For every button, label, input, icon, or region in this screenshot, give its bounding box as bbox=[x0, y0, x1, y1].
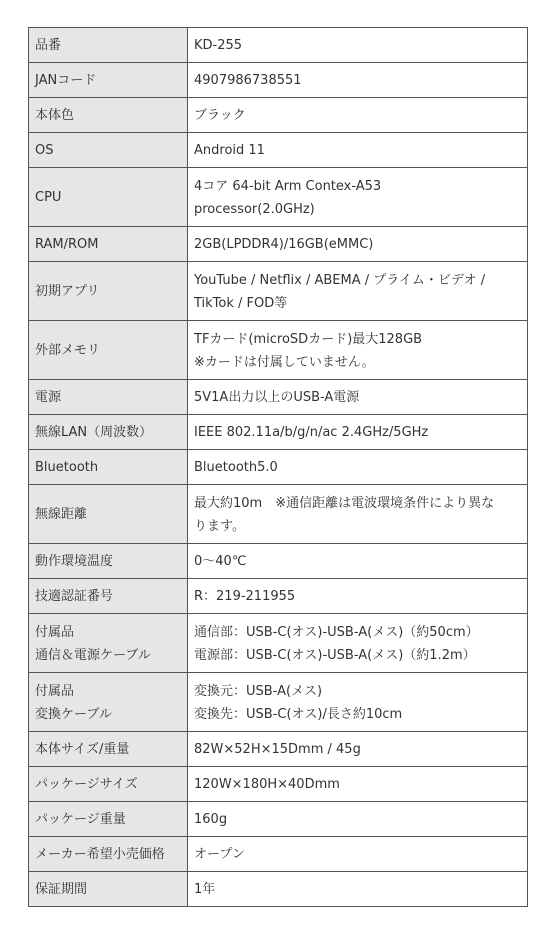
spec-value-cell bbox=[188, 485, 528, 544]
spec-label: 付属品 bbox=[35, 683, 75, 699]
spec-value: 電源部：USB-C(オス)-USB-A(メス)（約1.2m） bbox=[194, 647, 476, 663]
spec-value: 変換元：USB-A(メス) bbox=[194, 683, 323, 699]
spec-value: 通信部：USB-C(オス)-USB-A(メス)（約50cm） bbox=[194, 624, 479, 640]
spec-value: ※カードは付属していません。 bbox=[194, 354, 375, 370]
spec-value-cell bbox=[188, 262, 528, 321]
spec-value: 120W×180H×40Dmm bbox=[194, 777, 340, 792]
spec-label: パッケージ重量 bbox=[35, 812, 126, 827]
spec-row bbox=[29, 767, 528, 802]
spec-row bbox=[29, 28, 528, 63]
spec-value: 4907986738551 bbox=[194, 73, 302, 88]
spec-label-cell bbox=[29, 450, 188, 485]
spec-table bbox=[28, 27, 528, 907]
spec-label: 変換ケーブル bbox=[35, 706, 112, 722]
spec-value-cell bbox=[188, 767, 528, 802]
spec-value-cell bbox=[188, 63, 528, 98]
spec-row bbox=[29, 802, 528, 837]
spec-label-cell bbox=[29, 837, 188, 872]
spec-value: ります。 bbox=[194, 518, 245, 534]
spec-label: 保証期間 bbox=[35, 882, 88, 897]
spec-value-cell bbox=[188, 802, 528, 837]
spec-value-cell bbox=[188, 28, 528, 63]
spec-value: オープン bbox=[194, 847, 245, 862]
spec-value-cell bbox=[188, 415, 528, 450]
spec-row bbox=[29, 450, 528, 485]
spec-label-cell bbox=[29, 544, 188, 579]
spec-label: 本体サイズ/重量 bbox=[35, 742, 130, 757]
spec-label: Bluetooth bbox=[35, 460, 99, 475]
spec-label-cell bbox=[29, 227, 188, 262]
spec-value-cell bbox=[188, 614, 528, 673]
spec-value-cell bbox=[188, 872, 528, 907]
spec-value: 0～40℃ bbox=[194, 554, 247, 569]
spec-value-cell bbox=[188, 732, 528, 767]
spec-label-cell bbox=[29, 380, 188, 415]
spec-label: メーカー希望小売価格 bbox=[35, 847, 165, 862]
spec-label: 技適認証番号 bbox=[35, 589, 114, 604]
spec-value-cell bbox=[188, 579, 528, 614]
spec-label: 無線LAN（周波数） bbox=[35, 425, 153, 440]
spec-row bbox=[29, 98, 528, 133]
spec-value: 最大約10m ※通信距離は電波環境条件により異な bbox=[194, 495, 495, 511]
spec-value: 2GB(LPDDR4)/16GB(eMMC) bbox=[194, 237, 374, 252]
spec-label: 動作環境温度 bbox=[35, 554, 114, 569]
spec-label-cell bbox=[29, 767, 188, 802]
spec-row bbox=[29, 673, 528, 732]
spec-label-cell bbox=[29, 732, 188, 767]
spec-label-cell bbox=[29, 28, 188, 63]
spec-label: パッケージサイズ bbox=[35, 777, 138, 792]
spec-label-cell bbox=[29, 485, 188, 544]
spec-label: 初期アプリ bbox=[35, 284, 100, 299]
spec-value-cell bbox=[188, 450, 528, 485]
spec-row bbox=[29, 321, 528, 380]
spec-value: YouTube / Netflix / ABEMA / プライム・ビデオ / bbox=[194, 272, 486, 288]
spec-value: 変換先：USB-C(オス)/長さ約10cm bbox=[194, 706, 403, 722]
spec-row bbox=[29, 168, 528, 227]
spec-label: 外部メモリ bbox=[35, 343, 101, 358]
spec-value: TFカード(microSDカード)最大128GB bbox=[194, 331, 423, 347]
spec-value: KD-255 bbox=[194, 38, 243, 53]
spec-row bbox=[29, 614, 528, 673]
spec-value-cell bbox=[188, 673, 528, 732]
spec-value: 82W×52H×15Dmm / 45g bbox=[194, 742, 361, 757]
spec-value: TikTok / FOD等 bbox=[194, 295, 288, 311]
spec-row bbox=[29, 732, 528, 767]
spec-label: RAM/ROM bbox=[35, 237, 99, 252]
spec-value: 1年 bbox=[194, 882, 216, 897]
spec-value-cell bbox=[188, 133, 528, 168]
spec-row bbox=[29, 262, 528, 321]
spec-label: JANコード bbox=[35, 73, 97, 88]
spec-label-cell bbox=[29, 415, 188, 450]
spec-value-cell bbox=[188, 544, 528, 579]
spec-row bbox=[29, 227, 528, 262]
spec-row bbox=[29, 544, 528, 579]
spec-value: R：219-211955 bbox=[194, 589, 296, 604]
spec-value-cell bbox=[188, 227, 528, 262]
spec-label: 付属品 bbox=[35, 624, 75, 640]
spec-label: 本体色 bbox=[35, 108, 75, 123]
spec-label: 通信＆電源ケーブル bbox=[35, 647, 151, 663]
spec-value: ブラック bbox=[194, 108, 246, 123]
spec-label: CPU bbox=[35, 190, 62, 205]
spec-value-cell bbox=[188, 168, 528, 227]
spec-value: 5V1A出力以上のUSB-A電源 bbox=[194, 390, 360, 405]
spec-label: 電源 bbox=[35, 390, 62, 405]
spec-label-cell bbox=[29, 262, 188, 321]
spec-label: 無線距離 bbox=[35, 507, 88, 522]
spec-row bbox=[29, 133, 528, 168]
spec-label-cell bbox=[29, 321, 188, 380]
spec-value: IEEE 802.11a/b/g/n/ac 2.4GHz/5GHz bbox=[194, 425, 429, 440]
spec-label: 品番 bbox=[35, 38, 62, 53]
spec-label-cell bbox=[29, 614, 188, 673]
spec-label-cell bbox=[29, 802, 188, 837]
spec-value-cell bbox=[188, 837, 528, 872]
spec-table-body bbox=[29, 28, 528, 907]
spec-row bbox=[29, 837, 528, 872]
spec-label: OS bbox=[35, 143, 54, 158]
spec-label-cell bbox=[29, 673, 188, 732]
spec-value-cell bbox=[188, 380, 528, 415]
spec-row bbox=[29, 380, 528, 415]
spec-label-cell bbox=[29, 133, 188, 168]
spec-label-cell bbox=[29, 98, 188, 133]
spec-row bbox=[29, 872, 528, 907]
spec-value: 160g bbox=[194, 812, 228, 827]
spec-value: Bluetooth5.0 bbox=[194, 460, 278, 475]
spec-row bbox=[29, 579, 528, 614]
spec-row bbox=[29, 63, 528, 98]
spec-value-cell bbox=[188, 98, 528, 133]
spec-label-cell bbox=[29, 168, 188, 227]
spec-label-cell bbox=[29, 872, 188, 907]
spec-label-cell bbox=[29, 579, 188, 614]
spec-value: Android 11 bbox=[194, 143, 265, 158]
spec-value: 4コア 64-bit Arm Contex-A53 bbox=[194, 178, 382, 194]
spec-row bbox=[29, 415, 528, 450]
spec-value: processor(2.0GHz) bbox=[194, 201, 315, 217]
spec-row bbox=[29, 485, 528, 544]
spec-value-cell bbox=[188, 321, 528, 380]
spec-label-cell bbox=[29, 63, 188, 98]
